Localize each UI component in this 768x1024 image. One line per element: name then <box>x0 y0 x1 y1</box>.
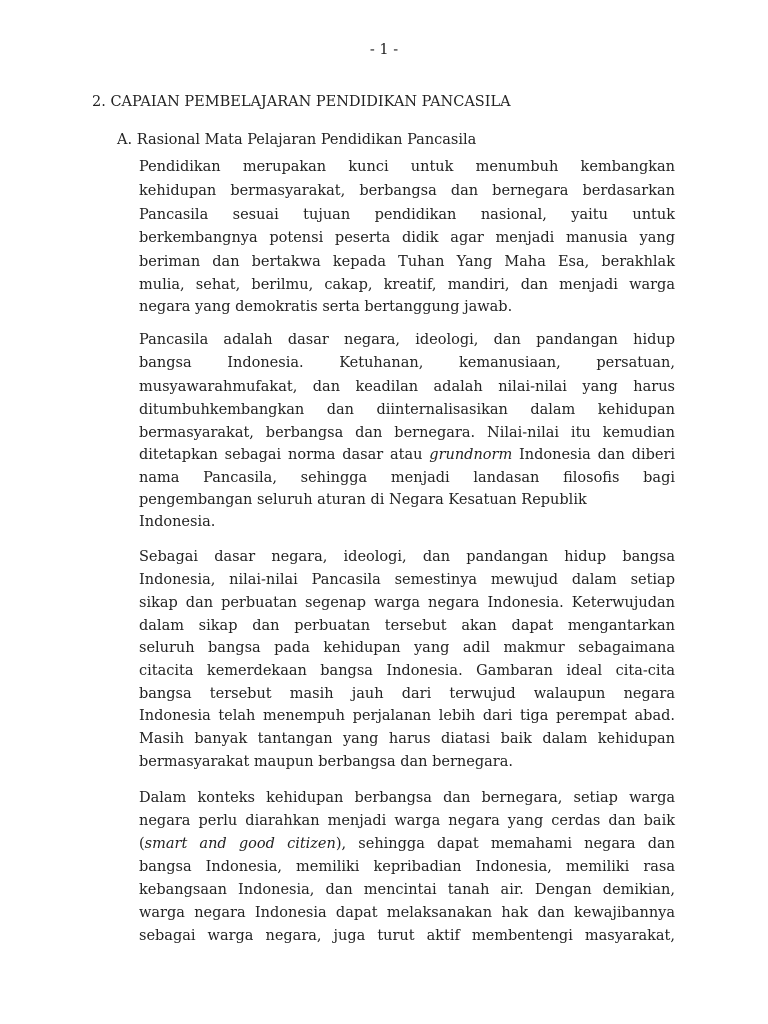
paragraph-line: citacita kemerdekaan bangsa Indonesia. Gambaran ideal cita-cita <box>139 663 675 679</box>
paragraph-line: seluruh bangsa pada kehidupan yang adil makmur sebagaimana <box>139 640 675 656</box>
paragraph-line: Pancasila sesuai tujuan pendidikan nasional, yaitu untuk <box>139 207 675 223</box>
open-paren: ( <box>139 836 145 852</box>
paragraph-line: bermasyarakat, berbangsa dan bernegara. Nilai-nilai itu kemudian <box>139 425 675 441</box>
paragraph-line: bangsa Indonesia. Ketuhanan, kemanusiaan, persatuan, <box>139 355 675 371</box>
paragraph-line: sebagai warga negara, juga turut aktif membentengi masyarakat, <box>139 928 675 944</box>
paragraph-line: kehidupan bermasyarakat, berbangsa dan bernegara berdasarkan <box>139 183 675 199</box>
paragraph-line: sikap dan perbuatan segenap warga negara Indonesia. Keterwujudan <box>139 595 675 611</box>
italic-term: grundnorm <box>429 447 513 463</box>
line-text: ditetapkan sebagai norma dasar atau <box>139 447 423 463</box>
subsection-heading: A. Rasional Mata Pelajaran Pendidikan Pancasila <box>117 132 477 148</box>
paragraph-line: Dalam konteks kehidupan berbangsa dan bernegara, setiap warga <box>139 790 675 806</box>
section-heading: 2. CAPAIAN PEMBELAJARAN PENDIDIKAN PANCASILA <box>92 94 511 110</box>
paragraph-line: musyawarahmufakat, dan keadilan adalah nilai-nilai yang harus <box>139 379 675 395</box>
page-number: - 1 - <box>369 42 399 58</box>
paragraph-line: Indonesia. <box>139 514 216 530</box>
paragraph-line: Indonesia, nilai-nilai Pancasila semestinya mewujud dalam setiap <box>139 572 675 588</box>
paragraph-line: Masih banyak tantangan yang harus diatasi baik dalam kehidupan <box>139 731 675 747</box>
paragraph-line: warga negara Indonesia dapat melaksanakan hak dan kewajibannya <box>139 905 675 921</box>
paragraph-line: Pancasila adalah dasar negara, ideologi, dan pandangan hidup <box>139 332 675 348</box>
paragraph-line: bermasyarakat maupun berbangsa dan bernegara. <box>139 754 513 770</box>
paragraph-line: bangsa Indonesia, memiliki kepribadian Indonesia, memiliki rasa <box>139 859 675 875</box>
paragraph-line: berkembangnya potensi peserta didik agar menjadi manusia yang <box>139 230 675 246</box>
paragraph-line: Indonesia telah menempuh perjalanan lebih dari tiga perempat abad. <box>139 708 675 724</box>
paragraph-line: Pendidikan merupakan kunci untuk menumbuh kembangkan <box>139 159 675 175</box>
paragraph-line: ditumbuhkembangkan dan diinternalisasikan dalam kehidupan <box>139 402 675 418</box>
italic-term: smart and good citizen <box>144 836 336 852</box>
paragraph-line: dalam sikap dan perbuatan tersebut akan dapat mengantarkan <box>139 618 675 634</box>
paragraph-line: nama Pancasila, sehingga menjadi landasan filosofis bagi <box>139 470 675 486</box>
paragraph-line-mixed <box>139 445 675 465</box>
paragraph-line: pengembangan seluruh aturan di Negara Kesatuan Republik <box>139 492 587 508</box>
paragraph-line: beriman dan bertakwa kepada Tuhan Yang Maha Esa, berakhlak <box>139 254 675 270</box>
paragraph-line: bangsa tersebut masih jauh dari terwujud walaupun negara <box>139 686 675 702</box>
line-text: Indonesia dan diberi <box>519 447 676 463</box>
paragraph-line: kebangsaan Indonesia, dan mencintai tanah air. Dengan demikian, <box>139 882 675 898</box>
paragraph-line: mulia, sehat, berilmu, cakap, kreatif, mandiri, dan menjadi warga <box>139 277 675 293</box>
line-text: ), sehingga dapat memahami negara dan <box>335 836 675 852</box>
paragraph-line-mixed <box>139 834 675 854</box>
paragraph-line: negara perlu diarahkan menjadi warga negara yang cerdas dan baik <box>139 813 675 829</box>
paragraph-line: negara yang demokratis serta bertanggung jawab. <box>139 299 513 315</box>
paragraph-line: Sebagai dasar negara, ideologi, dan pandangan hidup bangsa <box>139 549 675 565</box>
